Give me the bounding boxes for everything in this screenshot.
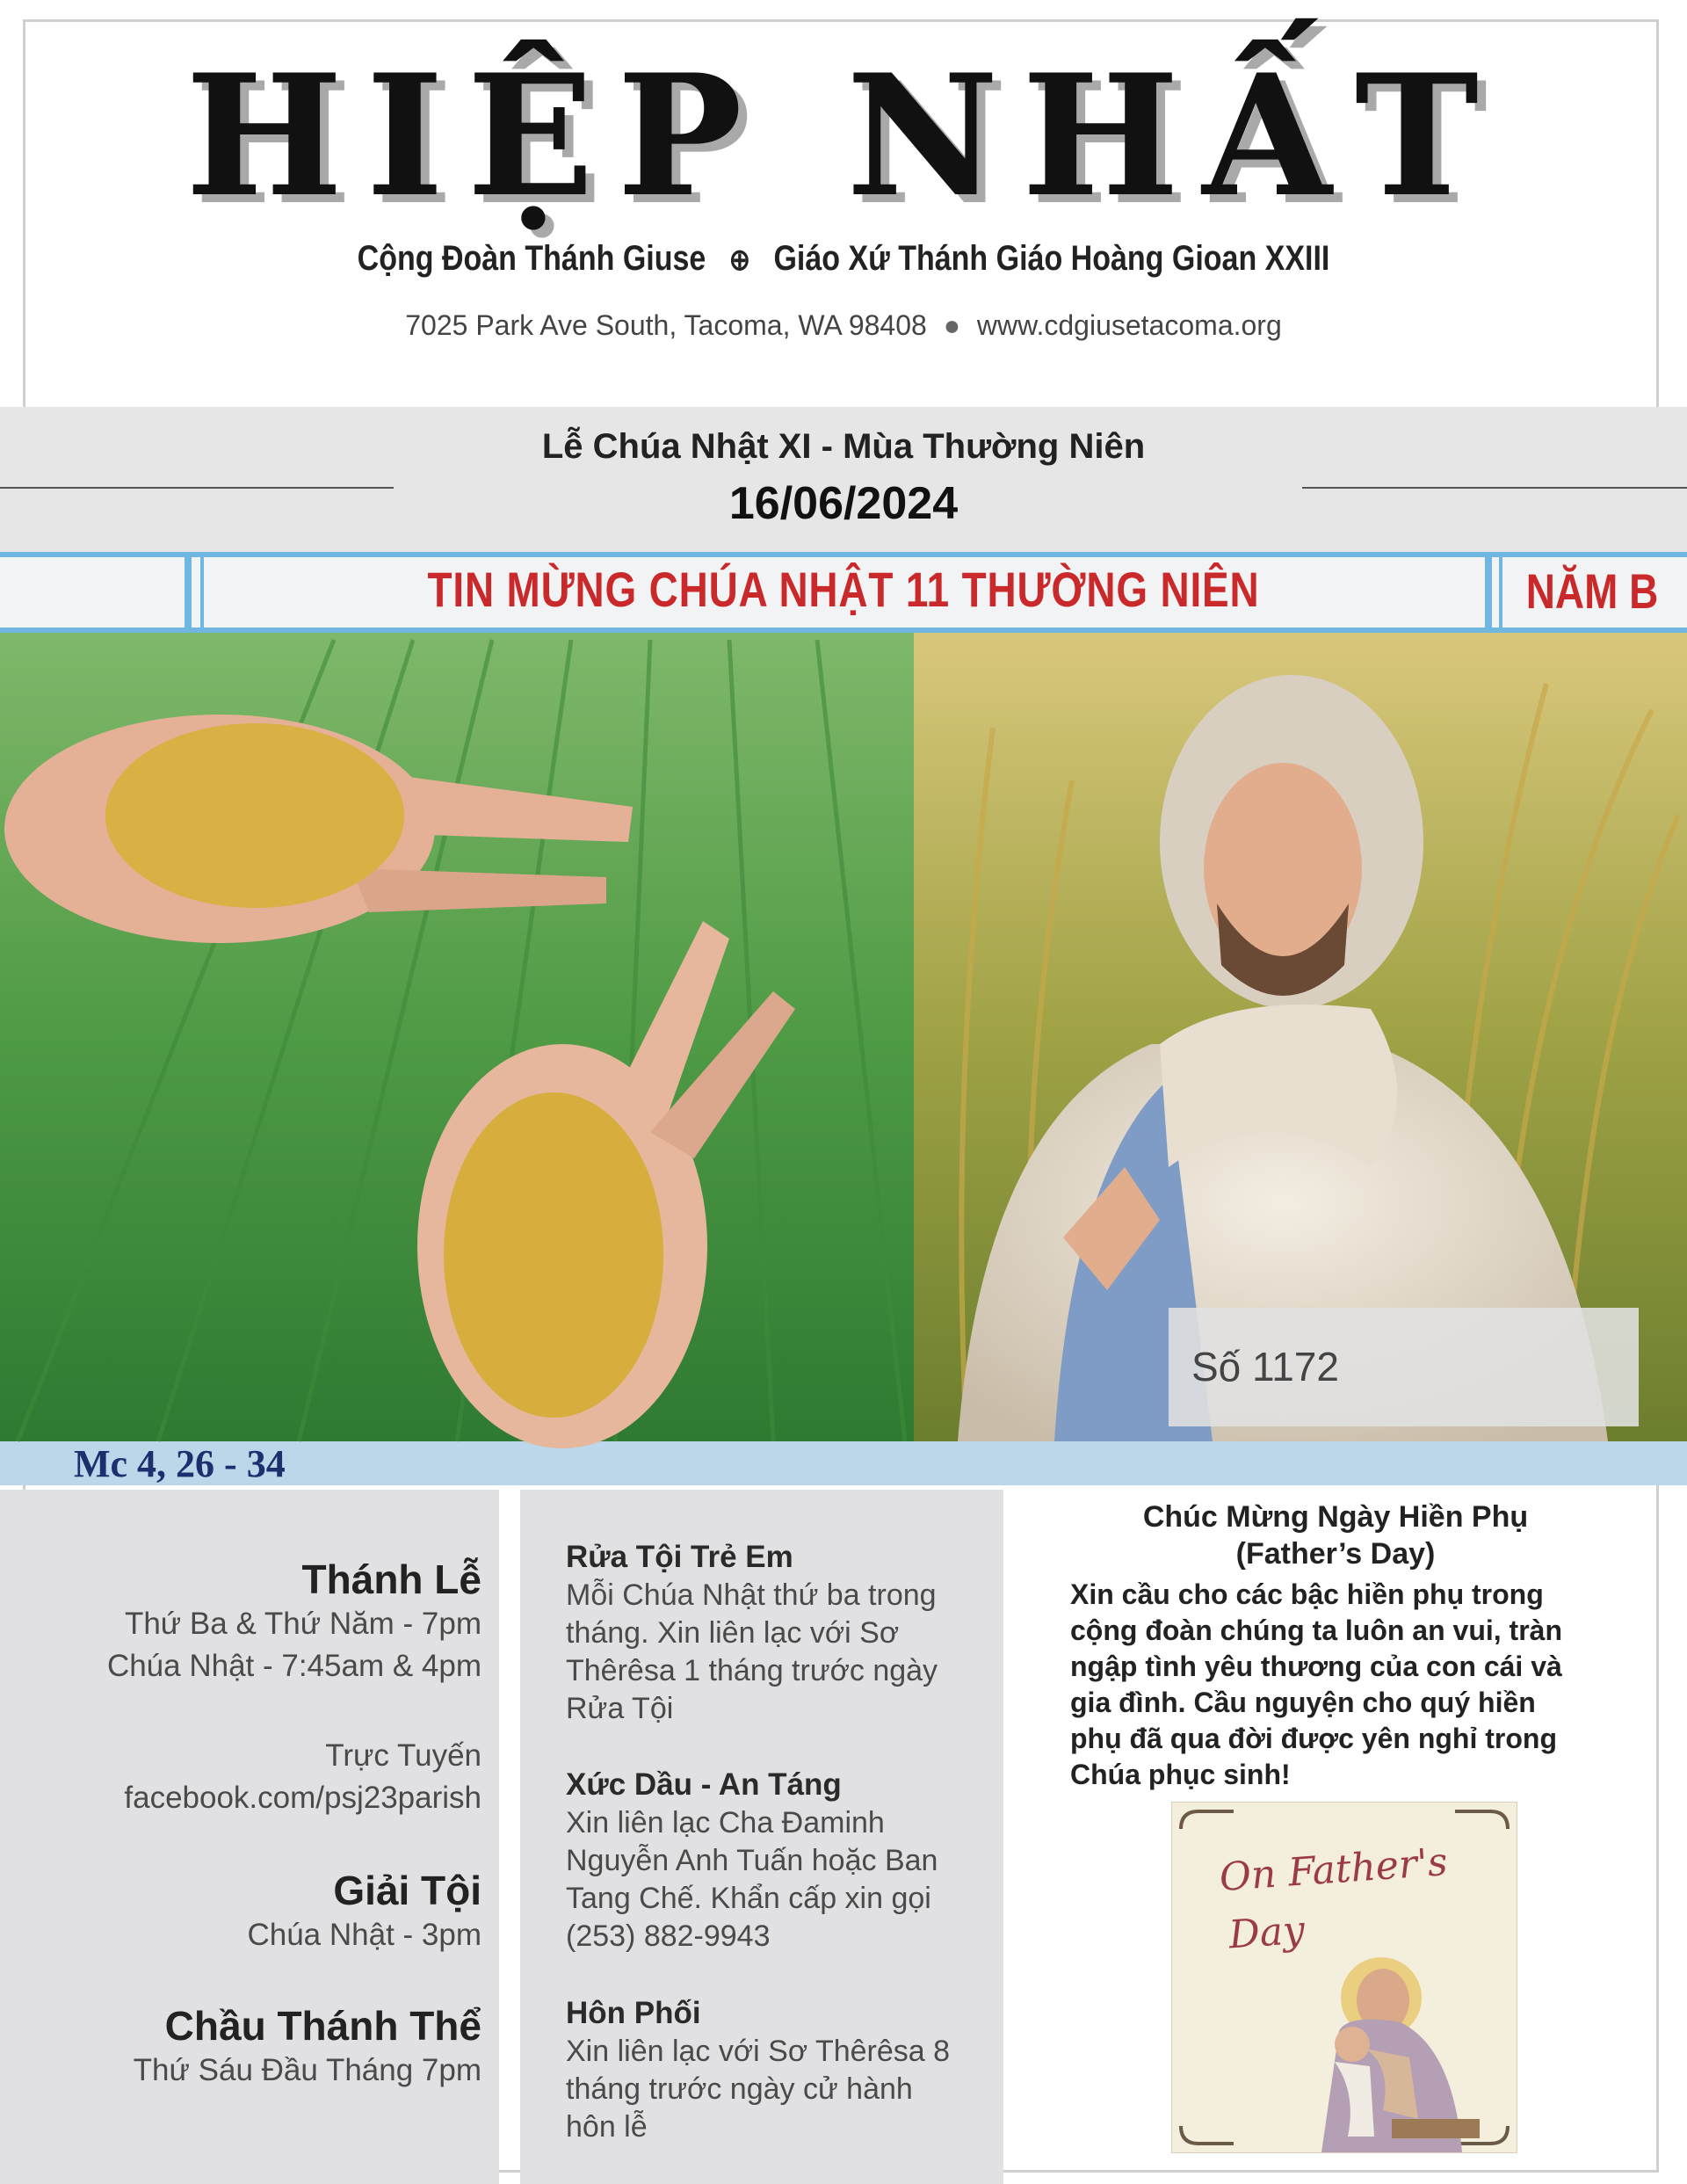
fathers-day-title-line: Chúc Mừng Ngày Hiền Phụ xyxy=(1142,1500,1529,1534)
fathers-day-line: gia đình. Cầu nguyện cho quý hiền xyxy=(1070,1687,1536,1718)
address-line xyxy=(0,309,1687,342)
adoration-heading: Chầu Thánh Thể xyxy=(164,2003,481,2049)
card-greeting xyxy=(1218,1833,1454,1965)
online-section xyxy=(124,1735,481,1819)
fathers-day-line: Xin cầu cho các bậc hiền phụ trong xyxy=(1070,1578,1544,1610)
fathers-day-line: Chúa phục sinh! xyxy=(1070,1759,1291,1790)
fathers-day-title xyxy=(1032,1498,1639,1572)
baptism-line: Thêrêsa 1 tháng trước ngày xyxy=(566,1654,938,1687)
fathers-day-line: phụ đã qua đời được yên nghỉ trong xyxy=(1070,1723,1557,1754)
marriage-heading: Hôn Phối xyxy=(566,1996,701,2030)
marriage-line: hôn lễ xyxy=(566,2110,648,2144)
online-link[interactable]: facebook.com/psj23parish xyxy=(124,1781,481,1815)
scripture-reference: Mc 4, 26 - 34 xyxy=(74,1442,286,1485)
gospel-banner-title: TIN MỪNG CHÚA NHẬT 11 THƯỜNG NIÊN xyxy=(427,562,1260,617)
marriage-section xyxy=(566,1994,979,2146)
fathers-day-message xyxy=(1070,1577,1606,1793)
masthead-title: HIỆP NHẤT xyxy=(185,38,1502,234)
website-link[interactable]: www.cdgiusetacoma.org xyxy=(976,309,1282,341)
marriage-line: Xin liên lạc với Sơ Thêrêsa 8 xyxy=(566,2035,951,2068)
anointing-section xyxy=(566,1766,979,1955)
confession-time: Chúa Nhật - 3pm xyxy=(247,1918,481,1952)
liturgical-year: NĂM B xyxy=(1525,563,1659,619)
occasion-date: 16/06/2024 xyxy=(728,478,959,529)
parish-name: Giáo Xứ Thánh Giáo Hoàng Gioan XXIII xyxy=(773,239,1330,278)
mass-heading: Thánh Lễ xyxy=(301,1556,481,1602)
mass-section xyxy=(107,1556,481,1687)
anointing-line: Xin liên lạc Cha Đaminh xyxy=(566,1806,885,1839)
community-name: Cộng Đoàn Thánh Giuse xyxy=(357,239,706,278)
fathers-day-title-line: (Father’s Day) xyxy=(1235,1537,1436,1571)
confession-section xyxy=(247,1867,481,1956)
adoration-time: Thứ Sáu Đầu Tháng 7pm xyxy=(133,2053,481,2087)
baptism-section xyxy=(566,1538,979,1728)
mass-sunday: Chúa Nhật - 7:45am & 4pm xyxy=(106,1649,481,1683)
hero-image xyxy=(0,552,1687,1485)
card-line: On Father's xyxy=(1218,1839,1450,1901)
fathers-day-line: ngập tình yêu thương của con cái và xyxy=(1070,1651,1562,1682)
anointing-line: Tang Chế. Khẩn cấp xin gọi xyxy=(566,1882,931,1915)
card-line: Day xyxy=(1227,1907,1307,1958)
cross-icon: ⊕ xyxy=(728,243,750,277)
masthead-subtitle xyxy=(127,239,1560,279)
baptism-line: Rửa Tội xyxy=(566,1692,674,1725)
fathers-day-card xyxy=(1171,1802,1517,2153)
issue-box xyxy=(1169,1308,1639,1426)
adoration-section xyxy=(134,2002,481,2092)
baptism-heading: Rửa Tội Trẻ Em xyxy=(566,1540,793,1574)
anointing-line: (253) 882-9943 xyxy=(566,1919,771,1953)
anointing-heading: Xức Dầu - An Táng xyxy=(566,1767,842,1802)
mass-weekday: Thứ Ba & Thứ Năm - 7pm xyxy=(124,1607,481,1641)
baptism-line: tháng. Xin liên lạc với Sơ xyxy=(566,1616,900,1650)
marriage-line: tháng trước ngày cử hành xyxy=(566,2072,913,2106)
fathers-day-line: cộng đoàn chúng ta luôn an vui, tràn xyxy=(1070,1614,1562,1646)
street-address: 7025 Park Ave South, Tacoma, WA 98408 xyxy=(405,309,927,341)
online-heading: Trực Tuyến xyxy=(325,1738,481,1773)
issue-number: Số 1172 xyxy=(1191,1344,1339,1389)
confession-heading: Giải Tội xyxy=(333,1868,481,1913)
baptism-line: Mỗi Chúa Nhật thứ ba trong xyxy=(566,1578,937,1612)
bullet-icon: ● xyxy=(943,309,961,341)
anointing-line: Nguyễn Anh Tuấn hoặc Ban xyxy=(566,1844,938,1877)
occasion-title: Lễ Chúa Nhật XI - Mùa Thường Niên xyxy=(541,427,1146,466)
